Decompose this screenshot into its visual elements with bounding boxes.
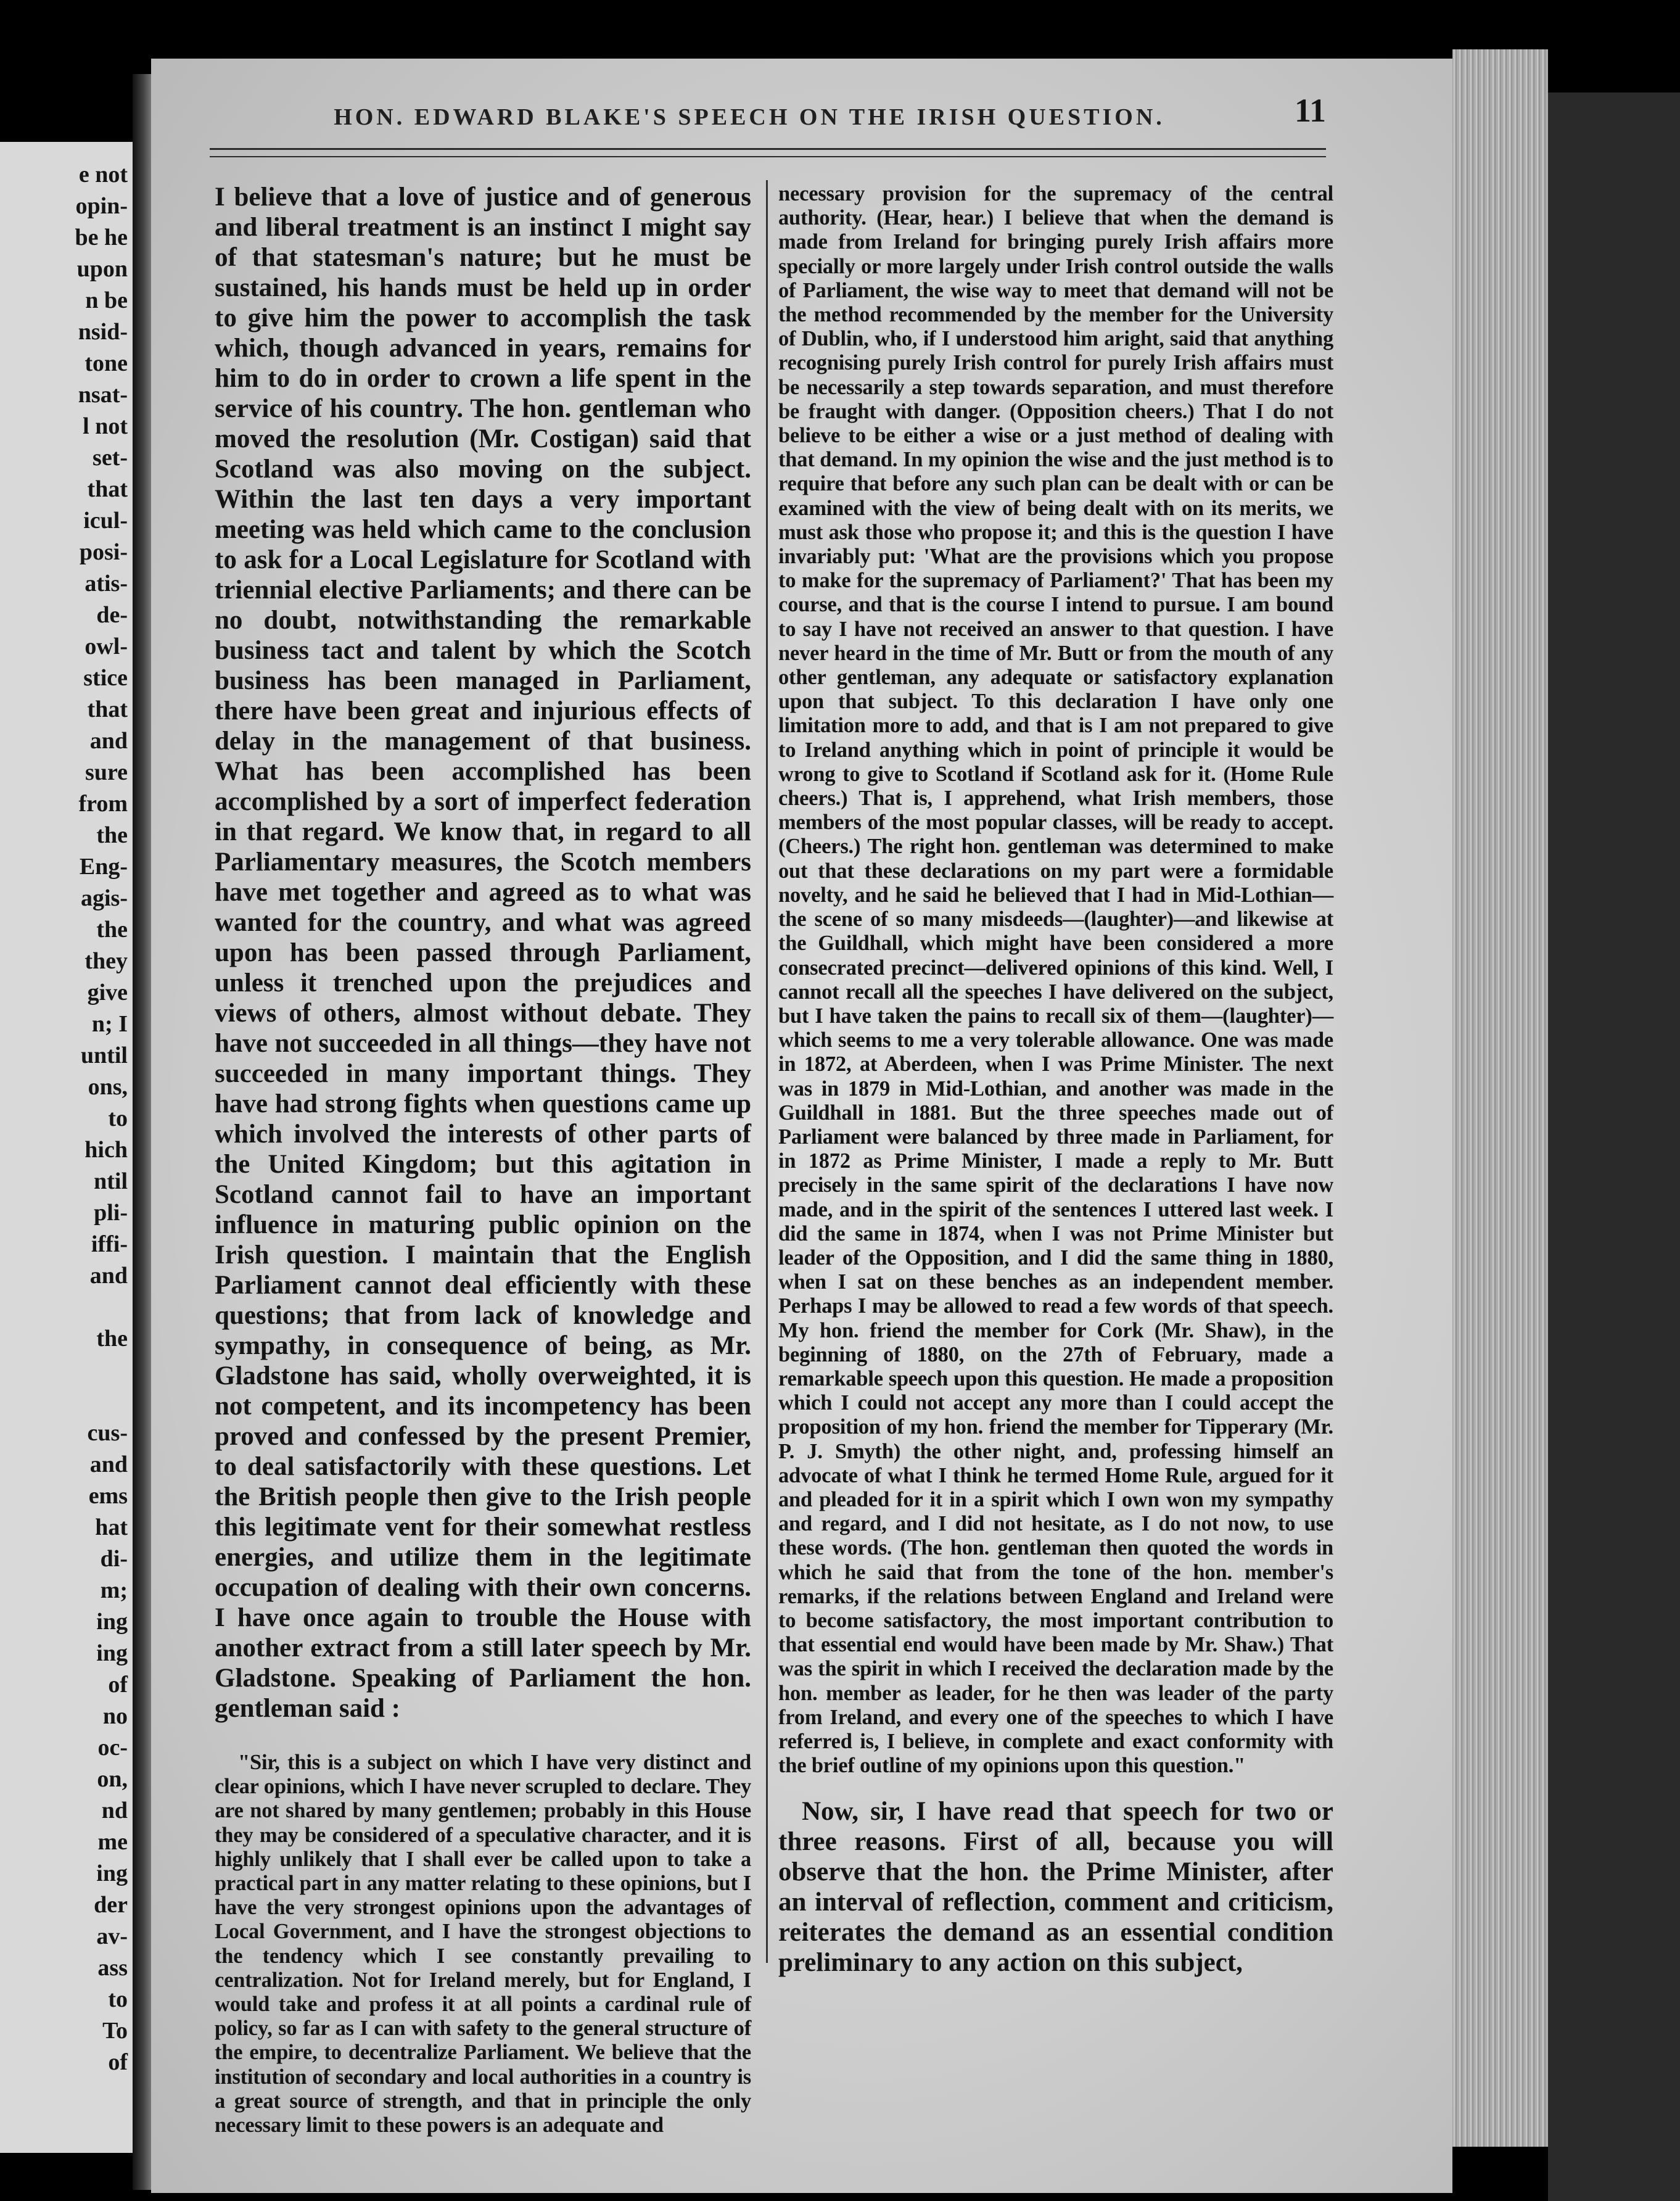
body-paragraph-1: I believe that a love of justice and of generous and liberal treatment is an instinct I might say of that statesman's nature; but he must be sustained, his hands must be held up in order to give him the power to accomplish the task which, though advanced in years, remains for him to do in order to crown a life spent in the service of his country. The hon. gentleman who moved the resolution (Mr. Costigan) said that Scotland was also moving on the subject. Within the last ten days a very important meeting was held which came to the conclusion to ask for a Local Legislature for Scotland with triennial elective Parliaments; and there can be no doubt, notwithstanding the remarkable business tact and talent by which the Scotch business has been managed in Parliament, there have been great and injurious effects of delay in the management of that business. What has been accomplished has been accomplished by a sort of imperfect federation in that regard. We know that, in regard to all Parliamentary measures, the Scotch members have met together and agreed as to what was wanted for the country, and what was agreed upon has been passed through Parliament, unless it trenched upon the prejudices and views of others, almost without debate. They have not succeeded in all things—they have not succeeded in many important things. They have had strong fights when questions came up which involved the interests of other parts of the United Kingdom; but this agitation in Scotland cannot fail to have an important influence in maturing public opinion on the Irish question. I maintain that the English Parliament cannot deal efficiently with these questions; that from lack of knowledge and sympathy, in consequence of being, as Mr. Gladstone has said, wholly overweighted, it is not competent, and its incompetency has been proved and confessed by the present Premier, to deal satisfactorily with these questions. Let the British people then give to the Irish people this legitimate vent for their somewhat restless energies, and utilize them in the legitimate occupation of dealing with their own concerns. I have once again to trouble the House with another extract from a still later speech by Mr. Gladstone. Speaking of Parliament the hon. gentleman said :	[215, 183, 751, 1723]
facing-page-line: ons,	[88, 1074, 128, 1100]
facing-page-line: they	[84, 948, 128, 974]
facing-page-line: n; I	[91, 1011, 128, 1037]
facing-page-line: stice	[83, 665, 128, 691]
facing-page-line: icul-	[83, 508, 128, 534]
facing-page-line: owl-	[84, 634, 128, 659]
facing-page-line: ems	[88, 1483, 128, 1509]
facing-page-line: di-	[100, 1546, 128, 1572]
gladstone-quotation: "Sir, this is a subject on which I have very distinct and clear opinions, which I have never scrupled to declare. They are not shared by many gentlemen; probably in this House they may be considered of a speculative character, and it is highly unlikely that I shall ever be called upon to take a practical part in any matter relating to these opinions, but I have the very strongest opinions upon the advantages of Local Government, and I have the strongest objections to the tendency which I see constantly prevailing to centralization. Not for Ireland merely, but for England, I would take and profess it at all points a cardinal rule of policy, so far as I can with safety to the general structure of the empire, to decentralize Parliament. We believe that the institution of secondary and local authorities in a country is a great source of strength, and that in principle the only necessary limit to these powers is an adequate and	[215, 1751, 751, 2137]
facing-page-line: the	[96, 917, 128, 943]
background-edge	[1548, 93, 1680, 2201]
facing-page-line: nsat-	[78, 382, 128, 408]
facing-page-line: to	[108, 1986, 128, 2012]
facing-page-line: Eng-	[79, 854, 128, 880]
facing-page-line: opin-	[75, 193, 128, 219]
page-number: 11	[1294, 92, 1326, 129]
facing-page-line: to	[108, 1105, 128, 1131]
left-column	[215, 182, 751, 2137]
facing-page-line: of	[108, 2049, 128, 2075]
facing-page-line: l not	[83, 413, 128, 439]
facing-page-line: me	[97, 1829, 128, 1855]
facing-page-line: agis-	[81, 885, 128, 911]
facing-page-line: of	[108, 1672, 128, 1698]
facing-page-line: nd	[101, 1798, 128, 1823]
facing-page-line: ing	[96, 1640, 128, 1666]
facing-page-line: pli-	[94, 1200, 128, 1226]
book-gutter	[133, 74, 151, 2190]
facing-page-line: e not	[78, 162, 128, 188]
facing-page-line: der	[94, 1892, 128, 1918]
facing-page-line: nsid-	[78, 319, 128, 345]
facing-page-line: that	[87, 696, 128, 722]
body-paragraph-2: Now, sir, I have read that speech for two or three reasons. First of all, because you will observe that the hon. the Prime Minister, after an interval of reflection, comment and criticism, reiterates the demand as an essential condition preliminary to any action on this subject,	[778, 1797, 1333, 1978]
facing-page-line: on,	[97, 1766, 128, 1792]
facing-page-line: from	[78, 791, 128, 817]
facing-page-line: ing	[96, 1860, 128, 1886]
facing-page-line: and	[89, 1263, 128, 1289]
facing-page-line: posi-	[79, 539, 128, 565]
facing-page-line: and	[89, 728, 128, 754]
facing-page-line: cus-	[87, 1420, 128, 1446]
facing-page-line: be he	[75, 225, 128, 250]
facing-page-fragment	[0, 142, 133, 2153]
facing-page-line: oc-	[97, 1735, 128, 1761]
facing-page-line: and	[89, 1452, 128, 1477]
facing-page-line: the	[96, 822, 128, 848]
facing-page-line: tone	[84, 350, 128, 376]
facing-page-line: ass	[97, 1955, 128, 1981]
facing-page-line: hich	[84, 1137, 128, 1163]
facing-page-line: ing	[96, 1609, 128, 1635]
facing-page-line: give	[87, 980, 128, 1006]
continued-quotation: necessary provision for the supremacy of the central authority. (Hear, hear.) I believe that when the demand is made from Ireland for bringing purely Irish affairs more specially or more largely under Irish control outside the walls of Parliament, the wise way to meet that demand will not be the method recommended by the member for the University of Dublin, who, if I understood him aright, said that anything recognising purely Irish control for purely Irish affairs must be necessarily a step towards separation, and must therefore be fraught with danger. (Opposition cheers.) That I do not believe to be either a wise or a just method of dealing with that demand. In my opinion the wise and the just method is to require that before any such plan can be dealt with or can be examined with the view of being dealt with on its merits, we must ask those who propose it; and this is the question I have invariably put: 'What are the provisions which you propose to make for the supremacy of Parliament?' That has been my course, and that is the course I intend to pursue. I am bound to say I have not received an answer to that question. I have never heard in the time of Mr. Butt or from the mouth of any other gentleman, any adequate or satisfactory explanation upon that subject. To this declaration I have only one limitation more to add, and that is I am not prepared to give to Ireland anything which in point of principle it would be wrong to give to Scotland if Scotland ask for it. (Home Rule cheers.) That is, I apprehend, what Irish members, those members of the most popular classes, will be ready to accept. (Cheers.) The right hon. gentleman was determined to make out that these declarations on my part were a formidable novelty, and he said he believed that I had in Mid-Lothian—the scene of so many misdeeds—(laughter)—and likewise at the Guildhall, which might have been considered a more consecrated precinct—delivered opinions of this kind. Well, I cannot recall all the speeches I have delivered on the subject, but I have taken the pains to recall six of them—(laughter)—which seems to me a very tolerable allowance. One was made in 1872, at Aberdeen, when I was Prime Minister. The next was in 1879 in Mid-Lothian, and another was made in the Guildhall in 1881. But the three speeches made out of Parliament were balanced by three made in Parliament, for in 1872 as Prime Minister, I made a reply to Mr. Butt precisely in the same spirit of the declarations I have now made, and in the spirit of the sentences I uttered last week. I did the same in 1874, when I was not Prime Minister but leader of the Opposition, and I did the same thing in 1880, when I sat on these benches as an independent member. Perhaps I may be allowed to read a few words of that speech. My hon. friend the member for Cork (Mr. Shaw), in the beginning of 1880, on the 27th of February, made a remarkable speech upon this question. He made a proposition which I could not accept any more than I could accept the proposition of my hon. friend the member for Tipperary (Mr. P. J. Smyth) the other night, and, professing himself an advocate of what I think he termed Home Rule, argued for it and pleaded for it in a spirit which I own won my sympathy and regard, and I did not hesitate, as I do not now, to use these words. (The hon. gentleman then quoted the words in which he said that from the tone of the hon. member's remarks, if the relations between England and Ireland were to become satisfactory, the most important contribution to that essential end would have been made by Mr. Shaw.) That was the spirit in which I received the declaration made by the hon. member as leader, for he then was leader of the party from Ireland, and every one of the speeches to which I have referred is, I believe, in complete and exact conformity with the brief outline of my opinions upon this question."	[778, 182, 1333, 1778]
header-rule	[210, 148, 1326, 157]
facing-page-line: no	[102, 1703, 128, 1729]
running-title: HON. EDWARD BLAKE'S SPEECH ON THE IRISH QUESTION.	[334, 104, 1165, 130]
facing-page-line: until	[80, 1043, 128, 1068]
facing-page-line: upon	[76, 256, 128, 282]
facing-page-line: av-	[96, 1923, 128, 1949]
facing-page-line: set-	[93, 445, 128, 471]
facing-page-line: the	[96, 1326, 128, 1352]
facing-page-line: hat	[95, 1514, 128, 1540]
facing-page-line: iffi-	[91, 1231, 128, 1257]
page-edges	[1452, 49, 1548, 2147]
facing-page-line: de-	[96, 602, 128, 628]
facing-page-line: sure	[85, 759, 128, 785]
facing-page-line: m;	[100, 1577, 128, 1603]
column-rule	[766, 180, 768, 1963]
right-column	[778, 182, 1333, 1978]
facing-page-line: that	[87, 476, 128, 502]
facing-page-line: atis-	[84, 571, 128, 597]
facing-page-line: ntil	[94, 1168, 128, 1194]
facing-page-line: To	[102, 2018, 128, 2044]
facing-page-line: n be	[85, 287, 128, 313]
